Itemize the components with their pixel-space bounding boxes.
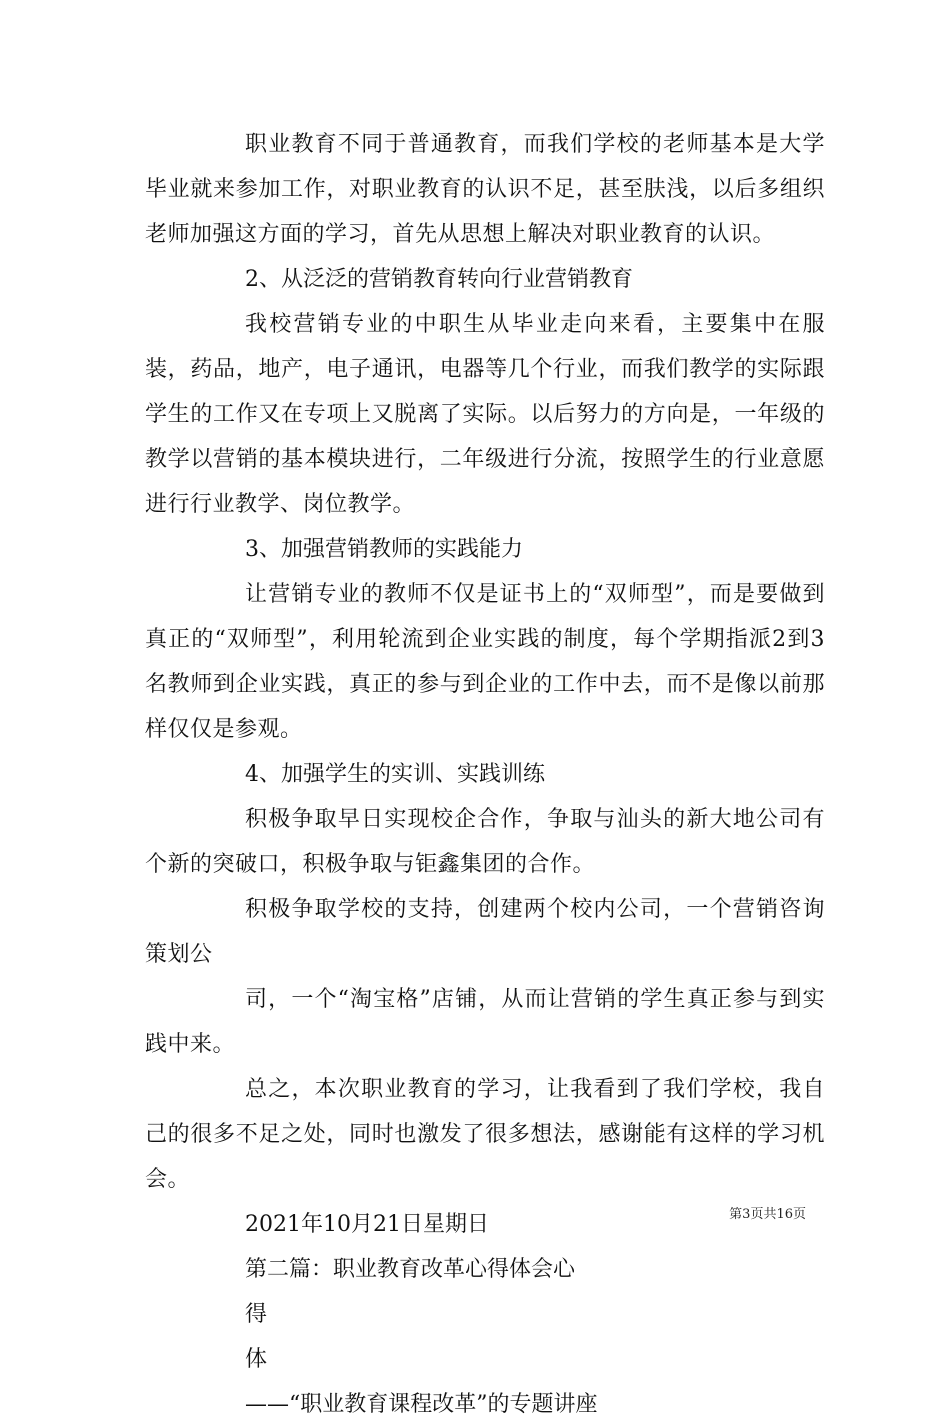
document-date: 2021年10月21日星期日 bbox=[245, 1212, 489, 1237]
paragraph-teacher-practice: 让营销专业的教师不仅是证书上的“双师型”，而是要做到真正的“双师型”，利用轮流到企业实践的制度，每个学期指派2到3名教师到企业实践，真正的参与到企业的工作中去，而不是像以前那样仅仅是参观。 bbox=[145, 582, 825, 742]
lecture-subtitle: ——“职业教育课程改革”的专题讲座 bbox=[245, 1392, 598, 1417]
second-article-title-line3: 体 bbox=[245, 1347, 268, 1372]
section-heading-industry-marketing: 2、从泛泛的营销教育转向行业营销教育 bbox=[245, 267, 633, 292]
second-article-title: 第二篇：职业教育改革心得体会心 bbox=[245, 1257, 576, 1282]
paragraph-school-enterprise: 积极争取早日实现校企合作，争取与汕头的新大地公司有个新的突破口，积极争取与钜鑫集团的合作。 bbox=[145, 807, 825, 877]
paragraph-teacher-training: 职业教育不同于普通教育，而我们学校的老师基本是大学毕业就来参加工作，对职业教育的认识不足，甚至肤浅，以后多组织老师加强这方面的学习，首先从思想上解决对职业教育的认识。 bbox=[145, 132, 825, 247]
paragraph-campus-company-part2: 司，一个“淘宝格”店铺，从而让营销的学生真正参与到实践中来。 bbox=[145, 987, 825, 1057]
paragraph-industry-marketing: 我校营销专业的中职生从毕业走向来看，主要集中在服装，药品，地产，电子通讯，电器等几个行业，而我们教学的实际跟学生的工作又在专项上又脱离了实际。以后努力的方向是，一年级的教学以营销的基本模块进行，二年级进行分流，按照学生的行业意愿进行行业教学、岗位教学。 bbox=[145, 312, 825, 517]
page-number-footer: 第3页共16页 bbox=[729, 1207, 806, 1222]
section-heading-student-training: 4、加强学生的实训、实践训练 bbox=[245, 762, 545, 787]
document-body bbox=[145, 122, 825, 1427]
paragraph-campus-company-part1: 积极争取学校的支持，创建两个校内公司，一个营销咨询策划公 bbox=[145, 897, 825, 967]
section-heading-teacher-practice: 3、加强营销教师的实践能力 bbox=[245, 537, 523, 562]
paragraph-conclusion: 总之，本次职业教育的学习，让我看到了我们学校，我自己的很多不足之处，同时也激发了很多想法，感谢能有这样的学习机会。 bbox=[145, 1077, 825, 1192]
second-article-title-line2: 得 bbox=[245, 1302, 268, 1327]
